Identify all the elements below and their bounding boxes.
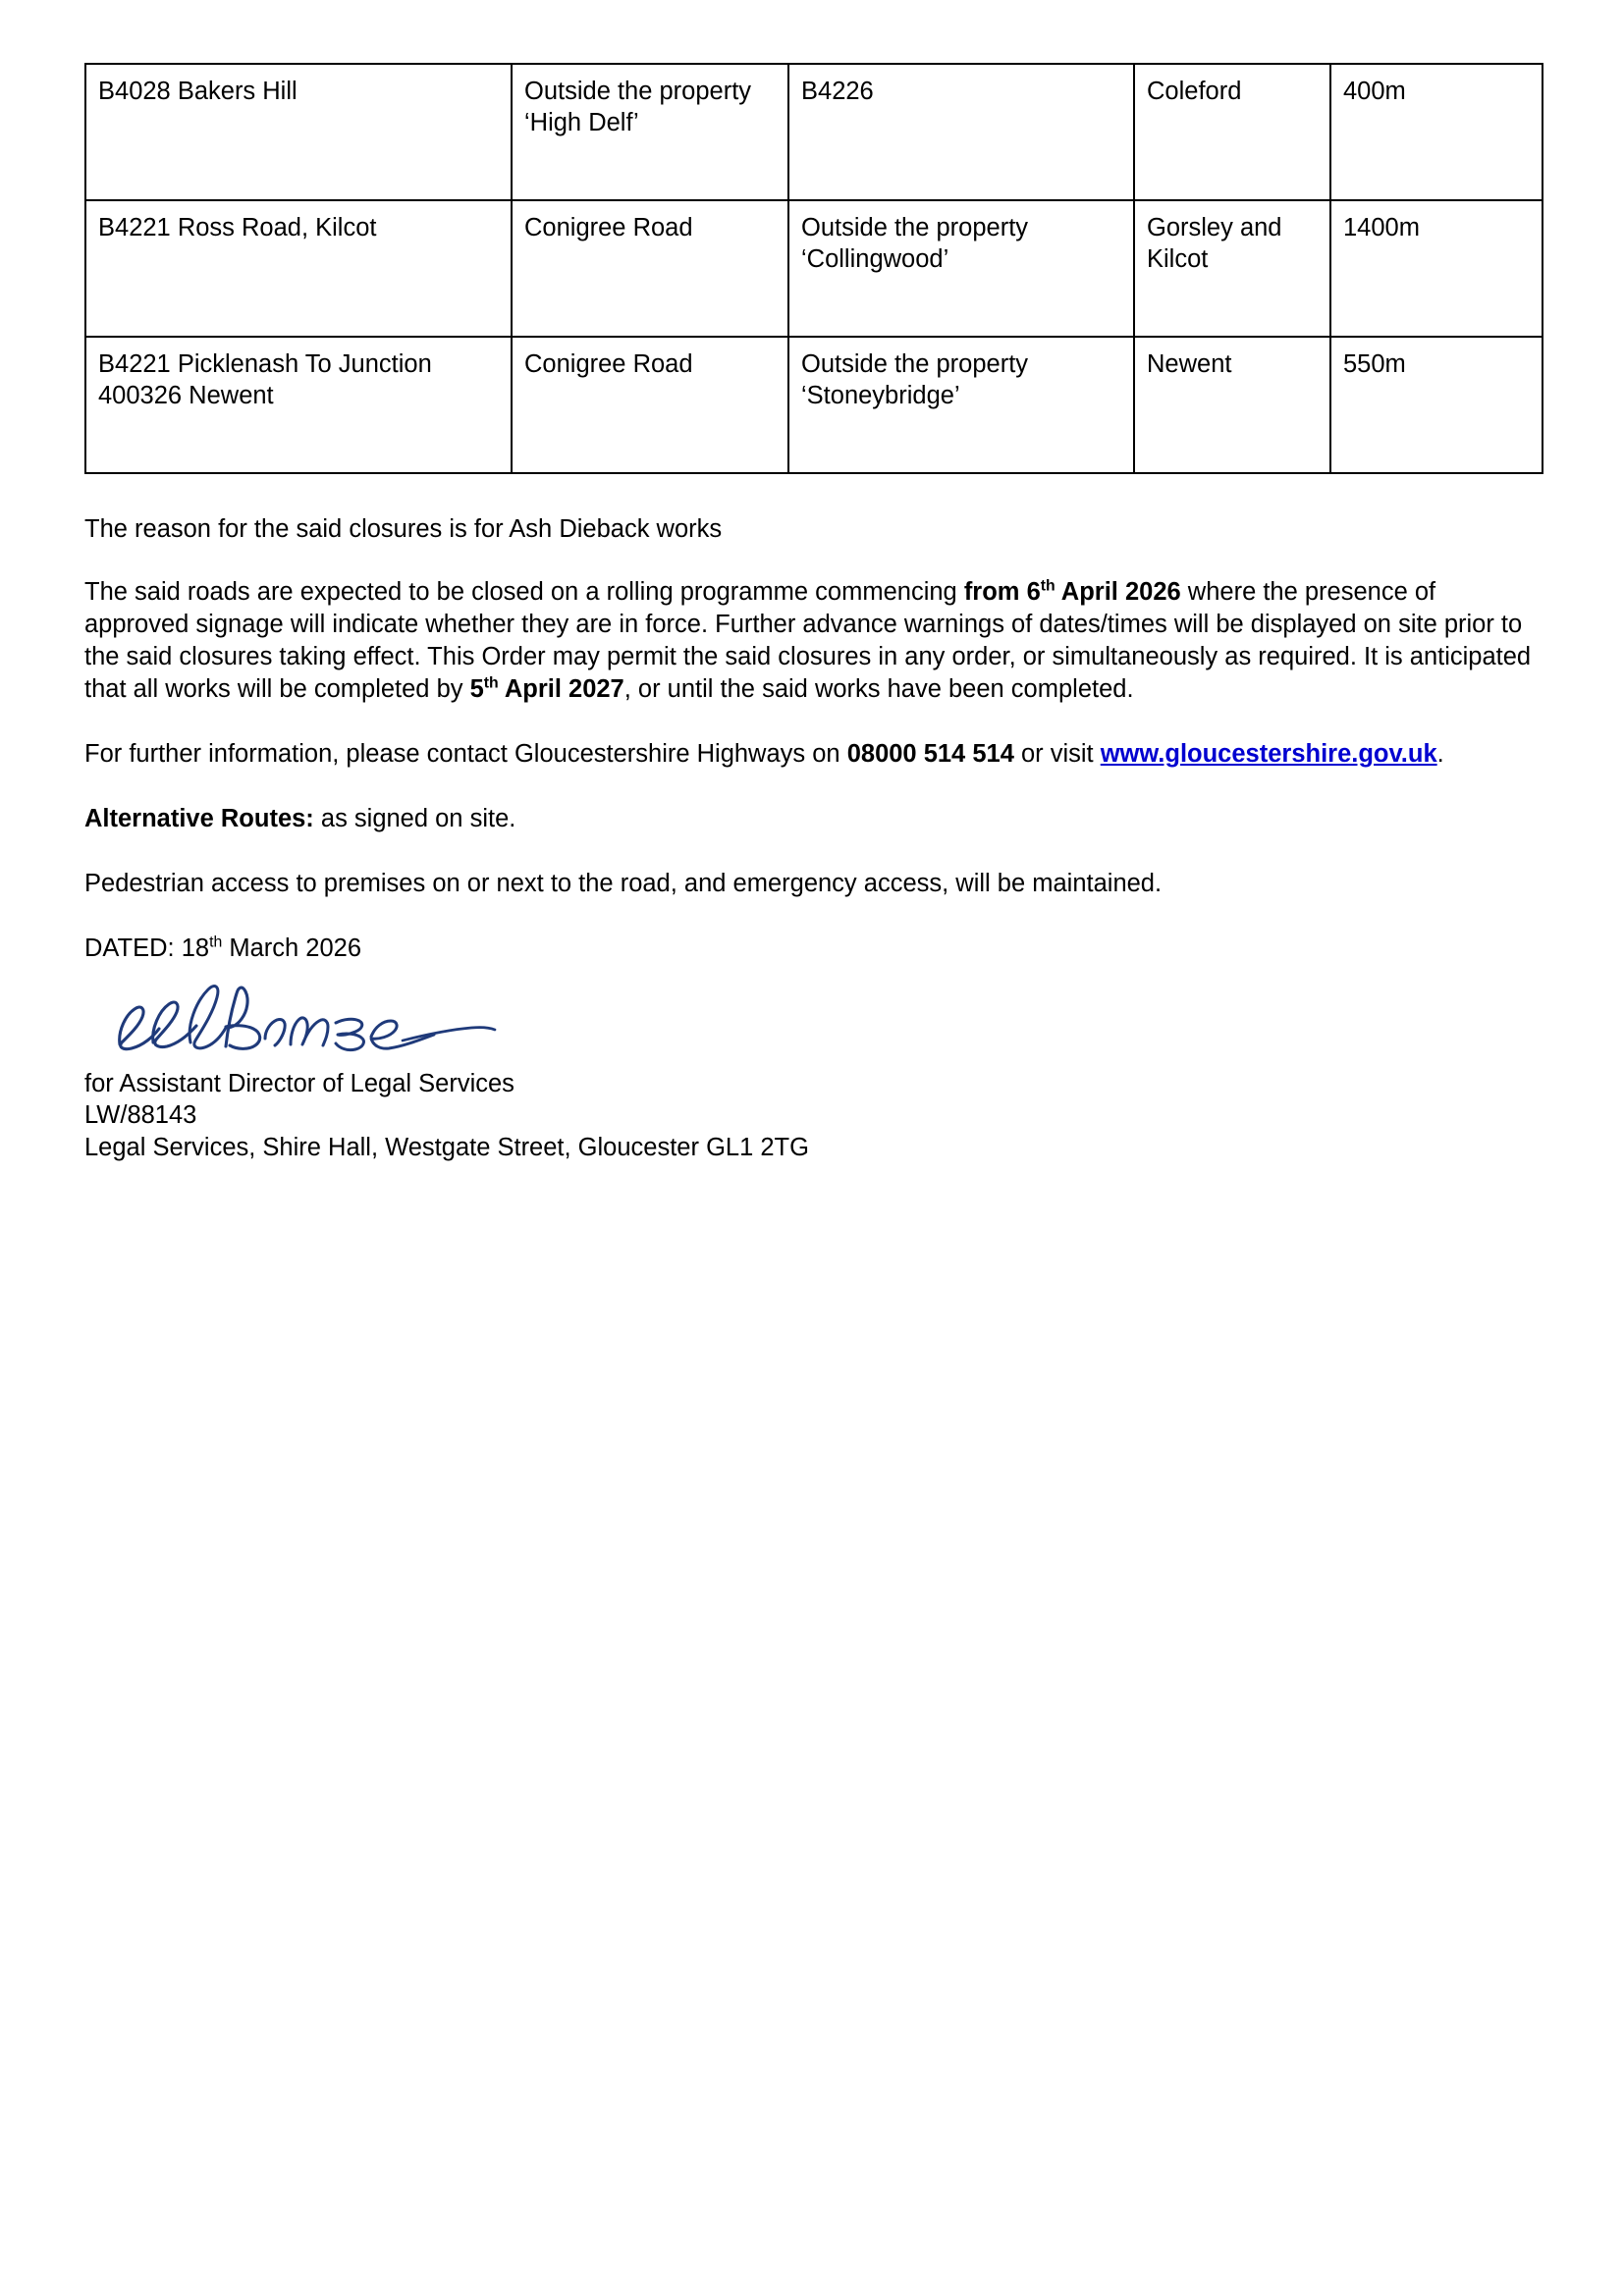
contact-text-1: For further information, please contact Gloucestershire Highways on: [84, 740, 847, 769]
start-date-suffix: April 2026: [1055, 578, 1181, 607]
table-row: [85, 200, 1543, 337]
cell-to: Outside the property ‘Collingwood’: [788, 200, 1134, 337]
cell-length: 400m: [1330, 64, 1543, 200]
cell-from: Conigree Road: [512, 337, 788, 473]
signatory-role: for Assistant Director of Legal Services: [84, 1070, 514, 1098]
contact-text-2: or visit: [1013, 740, 1101, 769]
programme-text-3: , or until the said works have been completed.: [623, 675, 1134, 704]
end-date-suffix: April 2027: [498, 675, 624, 704]
office-address: Legal Services, Shire Hall, Westgate Street, Gloucester GL1 2TG: [84, 1133, 809, 1161]
start-date-prefix: from 6: [963, 578, 1041, 607]
pedestrian-access-paragraph: Pedestrian access to premises on or next to the road, and emergency access, will be maintained.: [84, 870, 1163, 898]
cell-length: 1400m: [1330, 200, 1543, 337]
dated-suffix: March 2026: [222, 934, 362, 963]
cell-length: 550m: [1330, 337, 1543, 473]
dated-ordinal: th: [209, 934, 223, 951]
contact-phone: 08000 514 514: [846, 740, 1014, 769]
road-closures-table: [84, 63, 1543, 474]
cell-to: Outside the property ‘Stoneybridge’: [788, 337, 1134, 473]
end-date-prefix: 5: [469, 675, 484, 704]
cell-from: Conigree Road: [512, 200, 788, 337]
dated-label: DATED: 18: [84, 934, 210, 963]
contact-text-3: .: [1436, 740, 1444, 769]
cell-parish: Newent: [1134, 337, 1330, 473]
programme-text-2: where the presence of approved signage will indicate whether they are in force. Further advance warnings of dates/times will be displayed on site prior to the said closures taking effect. This Order may permit the said closures in any order, or simultaneously as required. It is anticipated that all works will be completed by: [84, 578, 1532, 704]
reason-paragraph: The reason for the said closures is for Ash Dieback works: [84, 515, 723, 543]
cell-parish: Gorsley and Kilcot: [1134, 200, 1330, 337]
start-date-ordinal: th: [1040, 577, 1056, 595]
programme-paragraph: [84, 576, 1542, 706]
cell-road: B4028 Bakers Hill: [85, 64, 512, 200]
contact-paragraph: [84, 738, 1542, 771]
alternative-routes-value: as signed on site.: [313, 805, 516, 833]
cell-parish: Coleford: [1134, 64, 1330, 200]
signature-block: [84, 933, 1542, 1163]
cell-from: Outside the property ‘High Delf’: [512, 64, 788, 200]
alternative-routes-label: Alternative Routes:: [84, 805, 314, 833]
cell-road: B4221 Picklenash To Junction 400326 Newent: [85, 337, 512, 473]
file-reference: LW/88143: [84, 1101, 197, 1130]
cell-road: B4221 Ross Road, Kilcot: [85, 200, 512, 337]
table-row: [85, 64, 1543, 200]
page-content: [84, 63, 1542, 1163]
table-row: [85, 337, 1543, 473]
dated-line: [84, 933, 1542, 964]
end-date-ordinal: th: [483, 674, 499, 692]
gloucestershire-website-link[interactable]: www.gloucestershire.gov.uk: [1100, 740, 1437, 769]
programme-text-1: The said roads are expected to be closed on a rolling programme commencing: [84, 578, 964, 607]
alternative-routes-paragraph: [84, 803, 1542, 835]
signature-image: [108, 974, 520, 1068]
cell-to: B4226: [788, 64, 1134, 200]
